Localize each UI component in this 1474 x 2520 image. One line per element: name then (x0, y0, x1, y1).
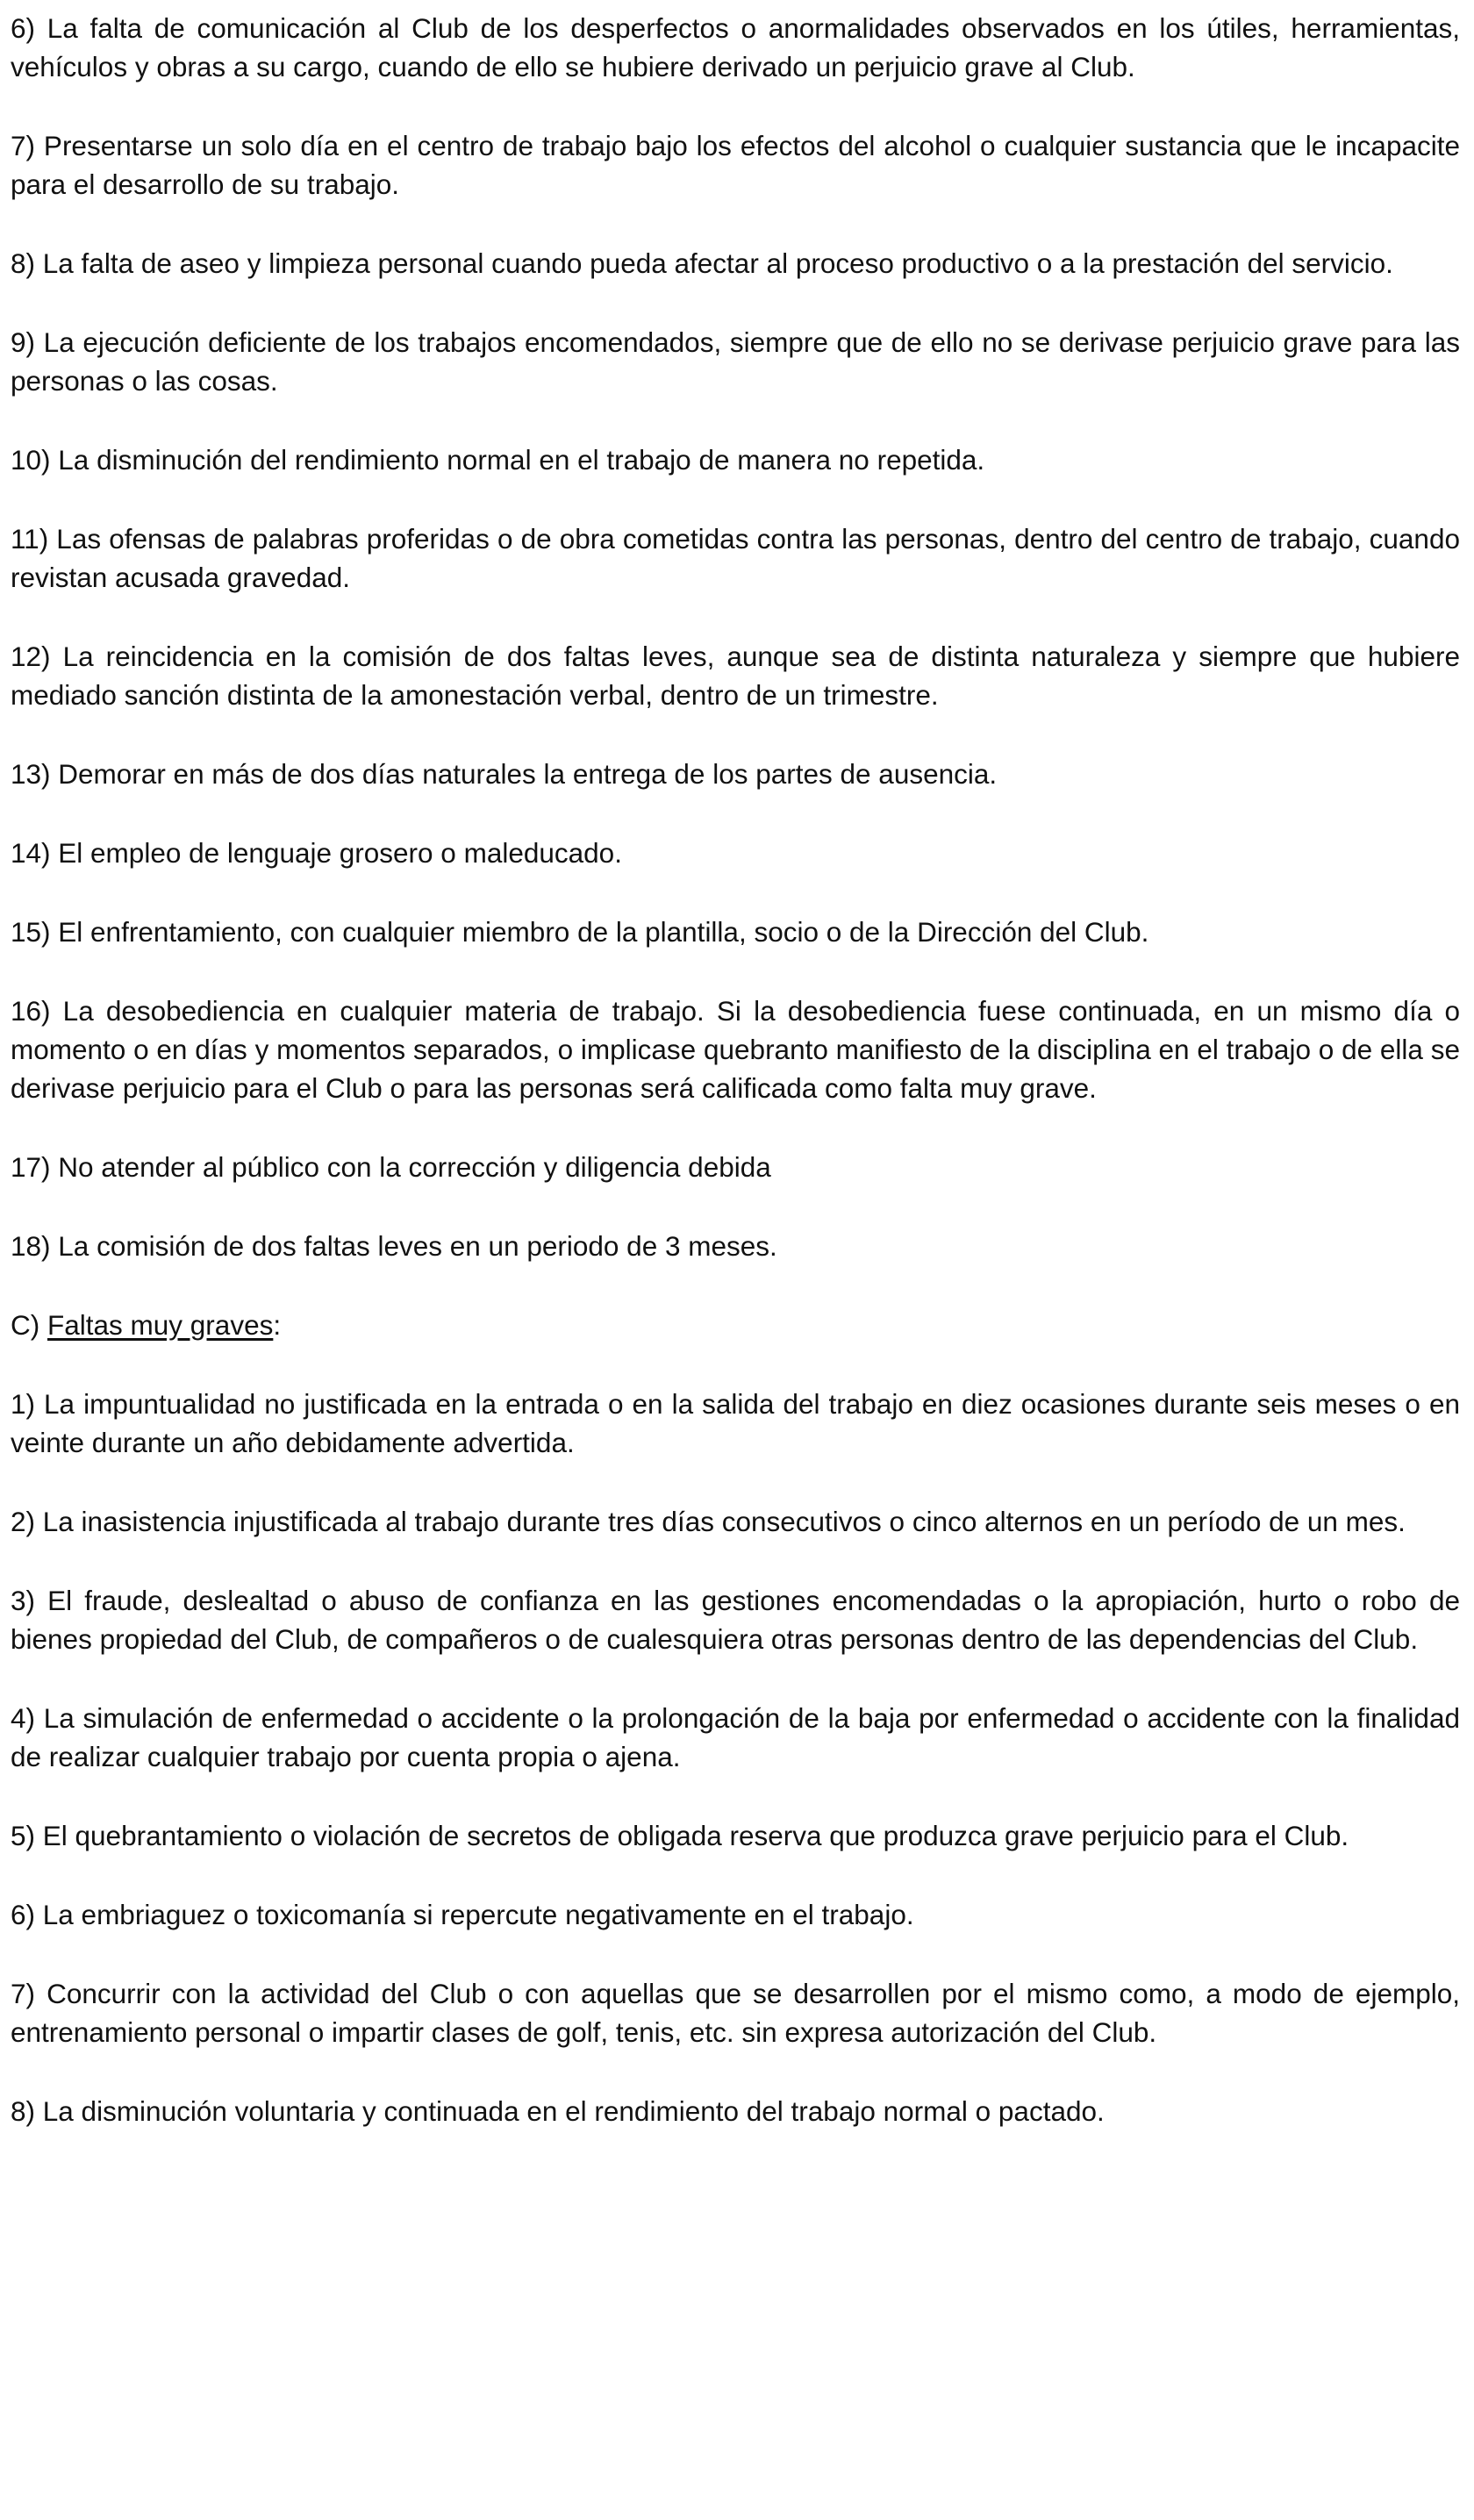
paragraph-b-17: 17) No atender al público con la corrección y diligencia debida (11, 1151, 771, 1183)
document-page (11, 9, 1460, 2171)
paragraph-c-6: 6) La embriaguez o toxicomanía si repercute negativamente en el trabajo. (11, 1899, 914, 1930)
paragraph-b-9: 9) La ejecución deficiente de los trabajos encomendados, siempre que de ello no se derivase perjuicio grave para las personas o las cosas. (11, 326, 1460, 397)
paragraph-c-3: 3) El fraude, deslealtad o abuso de confianza en las gestiones encomendadas o la apropiación, hurto o robo de bienes propiedad del Club, de compañeros o de cualesquiera otras personas dentro de las dependencias del Club. (11, 1585, 1460, 1655)
paragraph-b-14: 14) El empleo de lenguaje grosero o maleducado. (11, 837, 622, 869)
section-c-title: Faltas muy graves (47, 1309, 274, 1341)
paragraph-b-16: 16) La desobediencia en cualquier materia de trabajo. Si la desobediencia fuese continuada, en un mismo día o momento o en días y momentos separados, o implicase quebranto manifiesto de la disciplina en el trabajo o de ella se derivase perjuicio para el Club o para las personas será calificada como falta muy grave. (11, 995, 1460, 1104)
paragraph-b-11: 11) Las ofensas de palabras proferidas o de obra cometidas contra las personas, dentro del centro de trabajo, cuando revistan acusada gravedad. (11, 523, 1460, 593)
paragraph-c-4: 4) La simulación de enfermedad o accidente o la prolongación de la baja por enfermedad o accidente con la finalidad de realizar cualquier trabajo por cuenta propia o ajena. (11, 1702, 1460, 1772)
paragraph-c-2: 2) La inasistencia injustificada al trabajo durante tres días consecutivos o cinco alternos en un período de un mes. (11, 1506, 1406, 1537)
section-c-prefix: C) (11, 1309, 47, 1341)
paragraph-c-5: 5) El quebrantamiento o violación de secretos de obligada reserva que produzca grave perjuicio para el Club. (11, 1820, 1349, 1851)
paragraph-b-13: 13) Demorar en más de dos días naturales la entrega de los partes de ausencia. (11, 758, 998, 790)
paragraph-b-15: 15) El enfrentamiento, con cualquier miembro de la plantilla, socio o de la Dirección del Club. (11, 916, 1149, 948)
section-c-suffix: : (273, 1309, 282, 1341)
paragraph-c-7: 7) Concurrir con la actividad del Club o con aquellas que se desarrollen por el mismo como, a modo de ejemplo, entrenamiento personal o impartir clases de golf, tenis, etc. sin expresa autorización del Club. (11, 1978, 1460, 2048)
paragraph-c-1: 1) La impuntualidad no justificada en la entrada o en la salida del trabajo en diez ocasiones durante seis meses o en veinte durante un año debidamente advertida. (11, 1388, 1460, 1458)
paragraph-b-7: 7) Presentarse un solo día en el centro de trabajo bajo los efectos del alcohol o cualquier sustancia que le incapacite para el desarrollo de su trabajo. (11, 130, 1460, 200)
paragraph-b-18: 18) La comisión de dos faltas leves en un periodo de 3 meses. (11, 1230, 777, 1262)
section-c-heading (11, 1306, 1460, 1344)
paragraph-b-10: 10) La disminución del rendimiento normal en el trabajo de manera no repetida. (11, 444, 985, 476)
paragraph-b-8: 8) La falta de aseo y limpieza personal cuando pueda afectar al proceso productivo o a la prestación del servicio. (11, 247, 1393, 279)
paragraph-c-8: 8) La disminución voluntaria y continuada en el rendimiento del trabajo normal o pactado. (11, 2095, 1105, 2127)
paragraph-b-12: 12) La reincidencia en la comisión de dos faltas leves, aunque sea de distinta naturaleza y siempre que hubiere mediado sanción distinta de la amonestación verbal, dentro de un trimestre. (11, 641, 1460, 711)
paragraph-b-6: 6) La falta de comunicación al Club de los desperfectos o anormalidades observados en los útiles, herramientas, vehículos y obras a su cargo, cuando de ello se hubiere derivado un perjuicio grave al Club. (11, 12, 1460, 82)
